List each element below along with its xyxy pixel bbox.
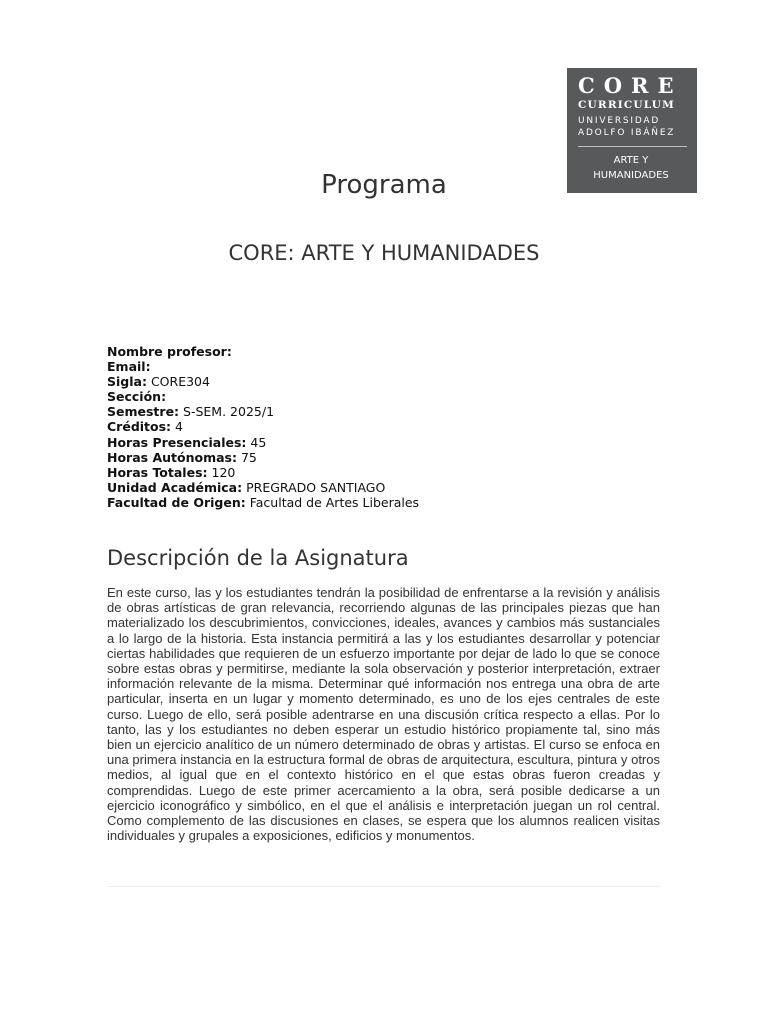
info-row-profesor — [107, 344, 419, 359]
info-row-facultad-origen — [107, 495, 419, 510]
logo-university-text — [578, 115, 687, 139]
info-label: Sigla: — [107, 374, 147, 390]
page-title: Programa — [321, 170, 447, 200]
logo-divider — [578, 146, 687, 147]
info-row-sigla — [107, 374, 419, 389]
info-row-horas-totales — [107, 465, 419, 480]
info-row-unidad-academica — [107, 480, 419, 495]
info-row-email — [107, 359, 419, 374]
section-heading-descripcion: Descripción de la Asignatura — [107, 546, 409, 570]
logo-area-line2: HUMANIDADES — [593, 170, 669, 181]
logo-curriculum-text: CURRICULUM — [578, 99, 675, 111]
info-value: 75 — [240, 449, 257, 465]
info-label: Sección: — [107, 389, 167, 405]
info-value: 45 — [250, 434, 267, 450]
info-label: Horas Totales: — [107, 464, 208, 480]
info-value: S-SEM. 2025/1 — [183, 404, 275, 420]
section-divider — [107, 886, 660, 887]
info-label: Unidad Académica: — [107, 479, 243, 495]
info-value: CORE304 — [150, 374, 210, 390]
info-value: 120 — [211, 464, 236, 480]
info-label: Semestre: — [107, 404, 180, 420]
info-label: Horas Autónomas: — [107, 449, 237, 465]
logo-university-line2: ADOLFO IBÁÑEZ — [578, 128, 676, 138]
course-subtitle: CORE: ARTE Y HUMANIDADES — [228, 241, 540, 265]
info-row-horas-autonomas — [107, 450, 419, 465]
info-label: Nombre profesor: — [107, 344, 232, 359]
info-value: 4 — [175, 419, 183, 435]
info-value: PREGRADO SANTIAGO — [246, 479, 386, 495]
info-row-semestre — [107, 404, 419, 419]
course-description: En este curso, las y los estudiantes tendrán la posibilidad de enfrentarse a la revisión y análisis de obras artísticas de gran relevancia, recorriendo algunas de las principales piezas que han materializado los descubrimientos, convicciones, ideales, avances y cambios más sustanciales a lo largo de la historia. Esta instancia permitirá a las y los estudiantes desarrollar y potenciar ciertas habilidades que requieren de un esfuerzo importante por dejar de lado lo que se conoce sobre estas obras y permitirse, mediante la sola observación y posterior interpretación, extraer información relevante de la misma. Determinar qué información nos entrega una obra de arte particular, inserta en un lugar y momento determinado, es uno de los ejes centrales de este curso. Luego de ello, será posible adentrarse en una discusión crítica respecto a ellas. Por lo tanto, las y los estudiantes no deben esperar un estudio histórico propiamente tal, sino más bien un ejercicio analítico de un número determinado de obras y artistas. El curso se enfoca en una primera instancia en la estructura formal de obras de arquitectura, escultura, pintura y otros medios, al igual que en el contexto histórico en el que estas obras fueron creadas y comprendidas. Luego de este primer acercamiento a la obra, será posible dedicarse a un ejercicio iconográfico y simbólico, en el que el análisis e interpretación juegan un rol central. Como complemento de las discusiones en clases, se espera que los alumnos realicen visitas individuales y grupales a exposiciones, edificios y monumentos. — [107, 585, 660, 844]
info-label: Horas Presenciales: — [107, 434, 247, 450]
course-info-list — [107, 344, 419, 510]
info-row-horas-presenciales — [107, 435, 419, 450]
logo-university-line1: UNIVERSIDAD — [578, 116, 661, 126]
info-label: Email: — [107, 359, 151, 375]
logo-area-line1: ARTE Y — [613, 155, 649, 166]
info-row-seccion — [107, 389, 419, 404]
logo-core-text: CORE — [578, 73, 683, 98]
info-label: Facultad de Origen: — [107, 494, 246, 510]
info-value: Facultad de Artes Liberales — [249, 494, 420, 510]
info-row-creditos — [107, 419, 419, 434]
info-label: Créditos: — [107, 419, 172, 435]
